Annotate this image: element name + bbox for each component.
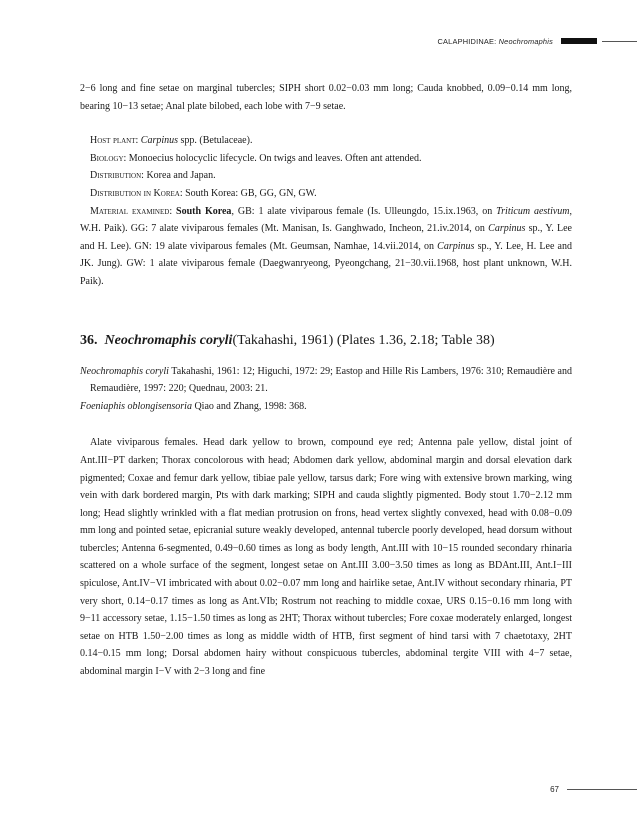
page-content	[80, 80, 572, 681]
distribution-line	[80, 167, 572, 185]
biology-text: : Monoecius holocyclic lifecycle. On twigs and leaves. Often ant attended.	[123, 152, 422, 164]
description-paragraph: Alate viviparous females. Head dark yellow to brown, compound eye red; Antenna pale yellow, distal joint of Ant.III−PT darken; Thorax concolorous with head; Abdomen dark yellow, abdominal margin and dorsal elevation dark pigmented; Coxae and femur dark yellow, tibiae pale yellow, tarsus dark; Fore wing with extensive brown marking, wing vein with dark bordered margin, Pts with dark marking; SIPH and cauda slightly pigmented. Body stout 1.70−2.12 mm long; Head slightly wrinkled with a flat median protrusion on frons, head vertex slightly convexed, head with 0.08−0.09 mm long and pointed setae, epicranial suture weakly developed, antennal tubercle poorly developed, head dorsum without tubercles; Antenna 6-segmented, 0.49−0.60 times as long as body length, Ant.III with 10−15 rounded secondary rhinaria scattered on a whole surface of the segment, longest setae on Ant.III 3.00−3.50 times as long as BDAnt.III, Ant.I−III spiculose, Ant.IV−VI imbricated with about 0.02−0.07 mm long and hairlike setae, Ant.IV without secondary rhinaria, PT very short, 0.14−0.17 times as long as Ant.VIb; Rostrum not reaching to middle coxae, URS 0.15−0.16 mm long with 9−11 accessory setae, 1.15−1.50 times as long as 2HT; Thorax without tubercles; Fore coxae moderately enlarged, longest setae on HTB 1.50−2.00 times as long as middle width of HTB, first segment of hind tarsi with 7 chaetotaxy, 2HT 0.14−0.15 mm long; Dorsal abdomen hairy without conspicuous tubercles, abdominal tergite VIII with 4−7 setae, abdominal margin I−V with 2−3 long and fine	[80, 437, 572, 678]
synonym-name: Foeniaphis oblongisensoria	[80, 400, 192, 412]
material-country: South Korea	[176, 205, 232, 217]
material-gg-host: Carpinus	[488, 223, 526, 235]
synonym-name: Neochromaphis coryli	[80, 365, 169, 377]
distribution-label: Distribution	[90, 170, 142, 182]
species-name: Neochromaphis coryli	[104, 332, 233, 348]
header-subfamily: CALAPHIDINAE:	[437, 36, 499, 46]
host-plant-label: Host plant	[90, 135, 136, 147]
biology-line	[80, 150, 572, 168]
species-refs: (Plates 1.36, 2.18; Table 38)	[336, 332, 495, 348]
host-plant-genus: Carpinus	[140, 135, 179, 147]
material-examined-paragraph	[80, 203, 572, 291]
material-gg: , W.H. Paik). GG: 7 alate viviparous females (Mt. Manisan, Is. Ganghwado, Incheon, 21.iv.2014, on	[80, 205, 573, 235]
material-sep: :	[169, 205, 177, 217]
distribution-korea-text: : South Korea: GB, GG, GN, GW.	[179, 187, 317, 199]
material-label: Material examined	[90, 205, 170, 217]
synonym-entry	[80, 398, 572, 416]
host-plant-line	[80, 132, 572, 150]
page-footer	[550, 783, 637, 795]
page-number: 67	[550, 784, 559, 794]
species-author: (Takahashi, 1961)	[232, 332, 334, 348]
material-gn: sp., Y. Lee and H. Lee). GN: 19 alate viviparous females (Mt. Geumsan, Namhae, 14.vii.2014, on	[80, 223, 572, 252]
host-plant-rest: spp. (Betulaceae).	[178, 135, 253, 147]
running-header-text	[438, 37, 554, 46]
synonym-refs: Qiao and Zhang, 1998: 368.	[191, 400, 307, 412]
host-plant-sep: :	[135, 135, 141, 147]
distribution-text: : Korea and Japan.	[141, 170, 216, 182]
synonym-entry	[80, 363, 572, 398]
species-number: 36.	[80, 332, 98, 348]
header-rule	[602, 41, 637, 42]
header-genus: Neochromaphis	[498, 36, 553, 46]
species-heading	[80, 331, 572, 351]
synonym-refs: Takahashi, 1961: 12; Higuchi, 1972: 29; Eastop and Hille Ris Lambers, 1976: 310; Remaudière and Remaudière, 1997: 220; Quednau, 2003: 21.	[90, 365, 572, 395]
material-gn-host: Carpinus	[437, 240, 475, 252]
distribution-korea-line	[80, 185, 572, 203]
biology-label: Biology	[90, 152, 124, 164]
footer-rule	[567, 789, 637, 790]
header-black-bar	[561, 38, 597, 44]
distribution-korea-label: Distribution in Korea	[90, 187, 180, 199]
material-gb-host: Triticum aestivum	[496, 205, 570, 217]
continuation-paragraph: 2−6 long and fine setae on marginal tubercles; SIPH short 0.02−0.03 mm long; Cauda knobbed, 0.09−0.14 mm long, bearing 10−13 setae; Anal plate bilobed, each lobe with 7−9 setae.	[80, 83, 572, 112]
material-gw: sp., Y. Lee, H. Lee and JK. Jung). GW: 1 alate viviparous female (Daegwanryeong, Pyeongchang, 21−30.vii.1968, host plant unknown, W.H. Paik).	[80, 240, 572, 287]
material-gb: , GB: 1 alate viviparous female (Is. Ulleungdo, 15.ix.1963, on	[231, 205, 497, 217]
running-header	[438, 34, 637, 48]
